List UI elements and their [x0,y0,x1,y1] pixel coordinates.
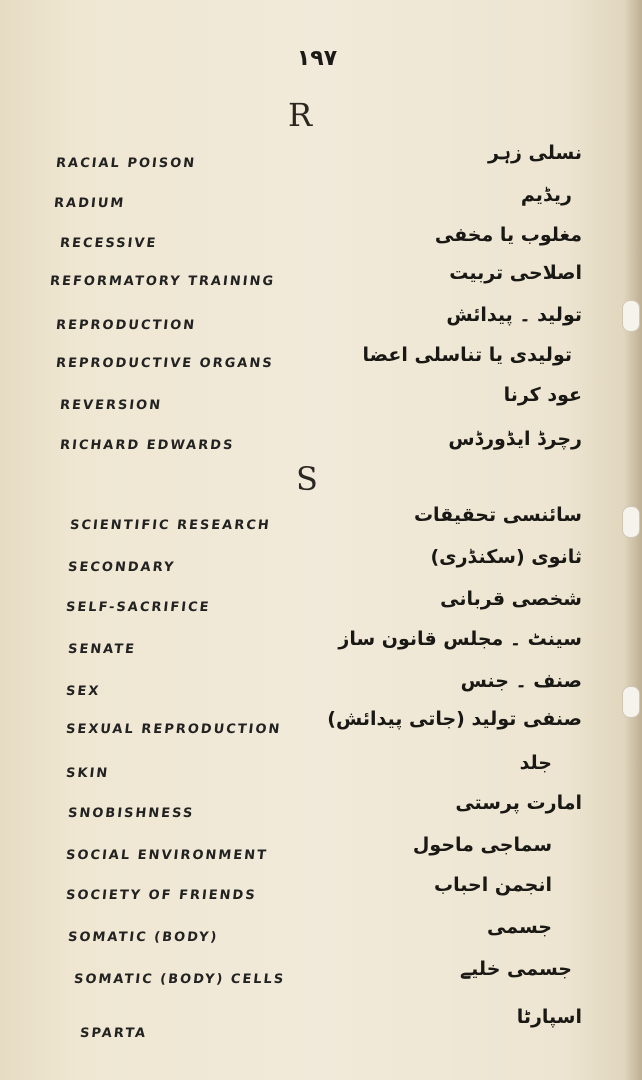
glossary-row [0,428,642,462]
english-term: SECONDARY [67,560,177,575]
glossary-row [0,628,642,666]
english-term: SCIENTIFIC RESEARCH [69,518,272,533]
english-term: RADIUM [53,196,126,211]
urdu-term: مغلوب یا مخفی [434,224,582,246]
urdu-term: تولید ۔ پیدائش [446,304,582,326]
english-term: SEXUAL REPRODUCTION [65,722,283,737]
english-term: SENATE [67,642,137,657]
english-term: SEX [65,684,102,699]
english-term: REFORMATORY TRAINING [49,274,276,289]
urdu-term: سماجی ماحول [412,834,552,856]
glossary-row [0,262,642,298]
urdu-term: اسپارٹا [516,1006,582,1028]
glossary-row [0,670,642,708]
glossary-row [0,184,642,220]
english-term: SOCIETY OF FRIENDS [65,888,258,903]
urdu-term: صنف ۔ جنس [460,670,582,692]
english-term: RICHARD EDWARDS [59,438,236,453]
english-term: RACIAL POISON [55,156,197,171]
section-letter-s: S [296,460,318,498]
glossary-row [0,752,642,790]
glossary-row [0,916,642,954]
urdu-term: نسلی زہر [488,142,582,164]
urdu-term: جسمی خلیے [460,958,572,980]
glossary-row [0,834,642,872]
english-term: SNOBISHNESS [67,806,195,821]
urdu-term: امارت پرستی [455,792,582,814]
section-letter-r: R [288,96,313,134]
english-term: SOMATIC (BODY) [67,930,220,945]
urdu-term: ثانوی (سکنڈری) [430,546,582,568]
urdu-term: صنفی تولید (جاتی پیدائش) [327,708,582,730]
glossary-row [0,1006,642,1050]
page-number: ۱۹۷ [296,46,338,71]
english-term: REPRODUCTION [55,318,197,333]
english-term: RECESSIVE [59,236,159,251]
glossary-row [0,142,642,180]
english-term: REPRODUCTIVE ORGANS [55,356,275,371]
english-term: SOMATIC (BODY) CELLS [73,972,286,987]
english-term: SOCIAL ENVIRONMENT [65,848,269,863]
glossary-row [0,344,642,380]
urdu-term: عود کرنا [503,384,582,406]
glossary-row [0,224,642,260]
glossary-row [0,504,642,542]
urdu-term: رچرڈ ایڈورڈس [448,428,582,450]
glossary-row [0,304,642,342]
urdu-term: شخصی قربانی [440,588,582,610]
glossary-row [0,588,642,624]
urdu-term: اصلاحی تربیت [449,262,582,284]
urdu-term: جلد [519,752,552,774]
english-term: SKIN [65,766,110,781]
urdu-term: تولیدی یا تناسلی اعضا [362,344,572,366]
glossary-row [0,792,642,830]
urdu-term: جسمی [487,916,552,938]
glossary-row [0,874,642,912]
english-term: REVERSION [59,398,163,413]
urdu-term: سینٹ ۔ مجلس قانون ساز [338,628,582,650]
urdu-term: ریڈیم [520,184,572,206]
urdu-term: انجمن احباب [434,874,552,896]
glossary-row [0,546,642,584]
urdu-term: سائنسی تحقیقات [413,504,582,526]
glossary-row [0,384,642,422]
glossary-row [0,958,642,996]
glossary-row [0,708,642,746]
english-term: SPARTA [79,1026,148,1041]
english-term: SELF-SACRIFICE [65,600,212,615]
